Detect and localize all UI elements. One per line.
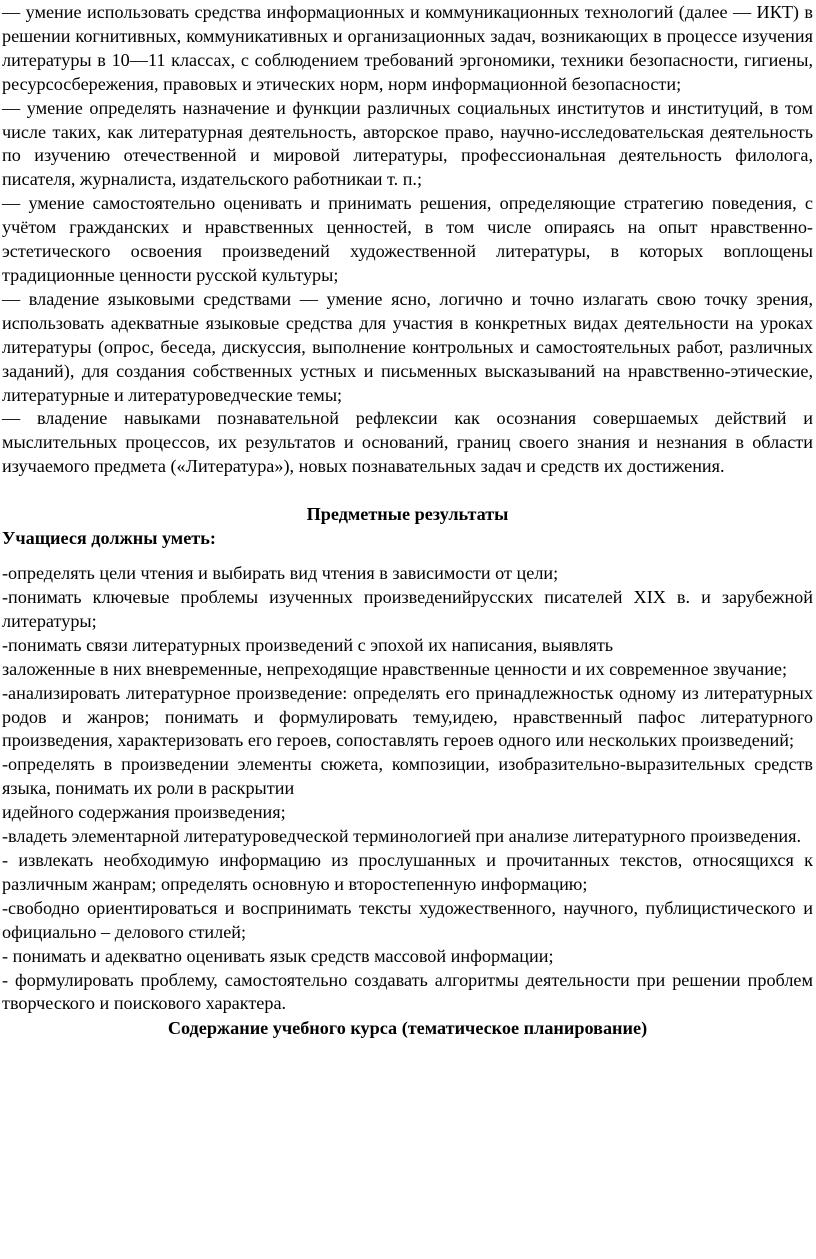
subject-results-section	[2, 502, 813, 1016]
course-content-title: Содержание учебного курса (тематическое планирование)	[167, 1018, 648, 1039]
list-item: -свободно ориентироваться и воспринимать тексты художественного, научного, публицистического и официально – делового стилей;	[2, 897, 813, 942]
list-item: — владение навыками познавательной рефлексии как осознания совершаемых действий и мыслительных процессов, их результатов и оснований, границ своего знания и незнания в области изучаемого предмета («Литература»), новых познавательных задач и средств их достижения.	[2, 408, 813, 477]
list-item: -определять в произведении элементы сюжета, композиции, изобразительно-выразительных средств языка, понимать их роли в раскрытии	[2, 754, 813, 799]
section-title: Предметные результаты	[306, 504, 509, 525]
list-item: -понимать связи литературных произведений с эпохой их написания, выявлять	[2, 634, 614, 655]
list-item: -понимать ключевые проблемы изученных произведенийрусских писателей XIX в. и зарубежной литературы;	[2, 587, 813, 631]
list-item: - формулировать проблему, самостоятельно создавать алгоритмы деятельности при решении проблем творческого и поискового характера.	[2, 969, 813, 1014]
list-item: - понимать и адекватно оценивать язык средств массовой информации;	[2, 945, 554, 966]
section-subtitle: Учащиеся должны уметь:	[2, 528, 216, 549]
list-item: — умение использовать средства информационных и коммуникационных технологий (далее — ИКТ) в решении когнитивных, коммуникативных и организационных задач, возникающих в процессе изучения литературы в 10—11 классах, с соблюдением требований эргономики, техники безопасности, гигиены, ресурсосбережения, правовых и этических норм, норм информационной безопасности;	[2, 2, 813, 94]
list-item: — владение языковыми средствами — умение ясно, логично и точно излагать свою точку зрения, использовать адекватные языковые средства для участия в конкретных видах деятельности на уроках литературы (опрос, беседа, дискуссия, выполнение контрольных и самостоятельных работ, различных заданий), для создания собственных устных и письменных высказываний на нравственно-этические, литературные и литературоведческие темы;	[2, 288, 813, 405]
list-item: -владеть элементарной литературоведческой терминологией при анализе литературного произведения.	[2, 826, 802, 847]
list-item: заложенные в них вневременные, непреходящие нравственные ценности и их современное звучание;	[2, 658, 788, 679]
list-item: — умение определять назначение и функции различных социальных институтов и институций, в том числе таких, как литературная деятельность, авторское право, научно-исследовательская деятельность по изучению отечественной и мировой литературы, профессиональная деятельность филолога, писателя, журналиста, издательского работникаи т. п.;	[2, 97, 813, 190]
meta-subject-results-list	[2, 0, 813, 479]
list-item: — умение самостоятельно оценивать и принимать решения, определяющие стратегию поведения, с учётом гражданских и нравственных ценностей, в том числе опираясь на опыт нравственно-эстетического освоения произведений художественной литературы, в которых воплощены традиционные ценности русской культуры;	[2, 193, 813, 285]
skills-list	[2, 562, 813, 1016]
list-item: идейного содержания произведения;	[2, 802, 286, 823]
list-item: - извлекать необходимую информацию из прослушанных и прочитанных текстов, относящихся к различным жанрам; определять основную и второстепенную информацию;	[2, 850, 813, 894]
list-item: -анализировать литературное произведение: определять его принадлежностьк одному из литературных родов и жанров; понимать и формулировать тему,идею, нравственный пафос литературного произведения, характеризовать его героев, сопоставлять героев одного или нескольких произведений;	[2, 682, 813, 751]
list-item: -определять цели чтения и выбирать вид чтения в зависимости от цели;	[2, 563, 559, 584]
